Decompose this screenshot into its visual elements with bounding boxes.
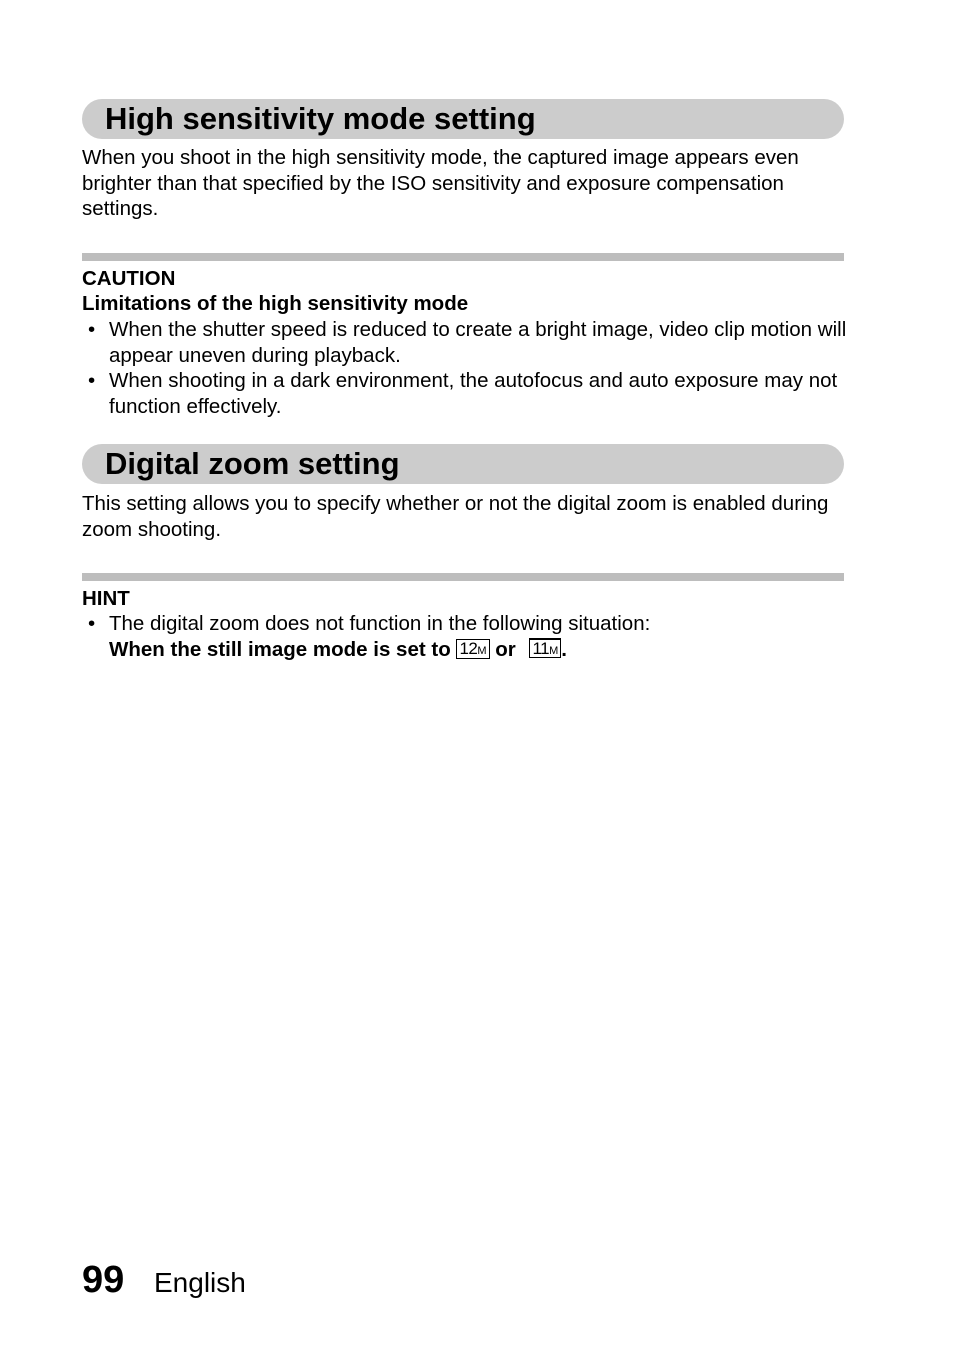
caution-label: CAUTION [82, 267, 176, 290]
caution-list [82, 317, 852, 420]
section-title-high-sensitivity: High sensitivity mode setting [82, 99, 844, 139]
section-body-digital-zoom: This setting allows you to specify whether or not the digital zoom is enabled during zoom shooting. [82, 492, 829, 541]
section-title-digital-zoom: Digital zoom setting [82, 444, 844, 484]
hint-list [82, 611, 852, 662]
bullet-icon: • [88, 318, 96, 341]
list-item [82, 368, 852, 419]
image-mode-12m-icon: 12M [456, 639, 489, 659]
list-item [82, 317, 852, 368]
hint-label: HINT [82, 587, 130, 610]
hint-bullet-text: The digital zoom does not function in the following situation: [109, 612, 651, 635]
bullet-icon: • [88, 612, 96, 635]
caution-subtitle: Limitations of the high sensitivity mode [82, 292, 469, 315]
page-language: English [154, 1267, 246, 1298]
list-item [82, 611, 852, 662]
page-number: 99 [82, 1259, 125, 1301]
caution-bullet-text: When the shutter speed is reduced to create a bright image, video clip motion will appear uneven during playback. [109, 318, 847, 367]
image-mode-11m-icon: 11M [529, 638, 561, 658]
caution-bullet-text: When shooting in a dark environment, the autofocus and auto exposure may not function effectively. [109, 369, 838, 419]
hint-mode-prefix: When the still image mode is set to [109, 637, 451, 661]
caution-divider [82, 253, 844, 261]
hint-divider [82, 573, 844, 581]
bullet-icon: • [88, 369, 96, 393]
hint-mode-line [109, 637, 852, 663]
hint-mode-suffix: . [561, 637, 567, 661]
section-body-high-sensitivity: When you shoot in the high sensitivity mode, the captured image appears even brighter than that specified by the ISO sensitivity and exposure compensation settings. [82, 146, 799, 221]
hint-mode-or: or [495, 637, 516, 661]
